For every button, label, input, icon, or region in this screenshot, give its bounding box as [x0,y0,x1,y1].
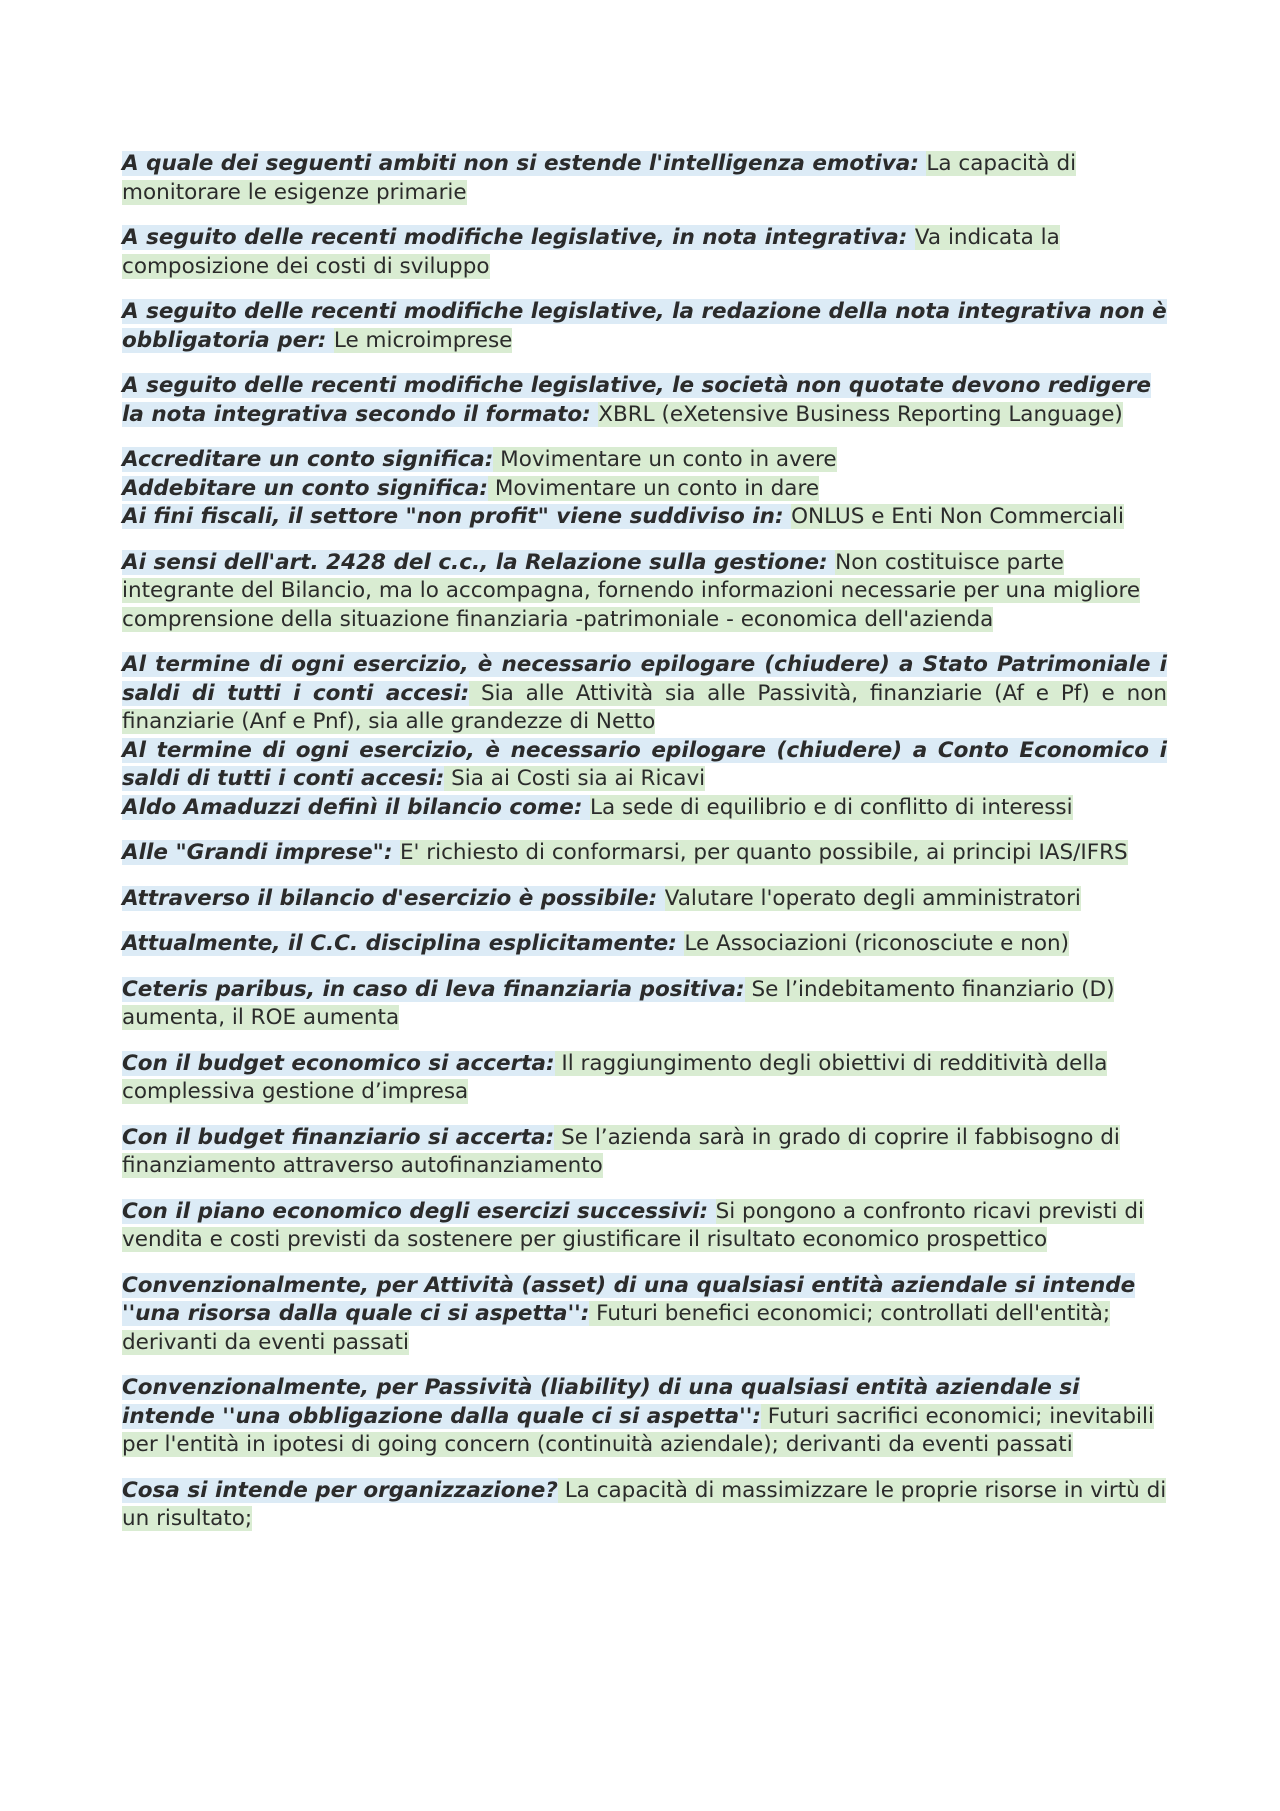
question-text: Addebitare un conto significa: [122,475,489,501]
answer-text: Se l’azienda sarà in grado di coprire il fabbisogno di finanziamento attraverso autofinanziamento [122,1124,1120,1178]
question-text: Attraverso il bilancio d'esercizio è possibile: [122,885,665,911]
qa-entry [122,1050,1167,1107]
answer-text: Le Associazioni (riconosciute e non) [684,931,1070,956]
document-page [122,150,1167,1551]
qa-entry [122,224,1167,281]
answer-text: La capacità di monitorare le esigenze primarie [122,151,1077,205]
question-text: Cosa si intende per organizzazione? [122,1477,558,1503]
question-text: Convenzionalmente, per Passività (liability) di una qualsiasi entità aziendale si intende ''una obbligazione dalla quale ci si aspetta'': [122,1375,1080,1429]
answer-text: Sia alle Attività sia alle Passività, finanziarie (Af e Pf) e non finanziarie (Anf e Pnf), sia alle grandezze di Netto [122,680,1168,734]
qa-entry [122,446,1167,475]
answer-text: Movimentare un conto in dare [488,475,820,501]
question-text: Al termine di ogni esercizio, è necessario epilogare (chiudere) a Conto Economico i saldi di tutti i conti accesi: [122,737,1167,791]
answer-text: Valutare l'operato degli amministratori [664,885,1081,911]
question-text: A seguito delle recenti modifiche legislative, le società non quotate devono redigere la nota integrativa secondo il formato: [122,373,1151,427]
answer-text: Non costituisce parte integrante del Bilancio, ma lo accompagna, fornendo informazioni necessarie per una migliore comprensione della situazione finanziaria -patrimoniale - economica dell'azienda [122,549,1141,632]
answer-text: XBRL (eXetensive Business Reporting Language) [598,401,1123,427]
qa-entry [122,651,1167,737]
answer-text: Movimentare un conto in avere [493,447,837,472]
qa-entry [122,1198,1167,1255]
qa-entry [122,150,1167,207]
answer-text: Futuri sacrifici economici; inevitabili per l'entità in ipotesi di going concern (continuità aziendale); derivanti da eventi passati [122,1403,1154,1457]
answer-text: E' richiesto di conformarsi, per quanto possibile, ai principi IAS/IFRS [399,840,1128,865]
answer-text: Si pongono a confronto ricavi previsti di vendita e costi previsti da sostenere per giustificare il risultato economico prospettico [122,1198,1144,1252]
question-text: Alle "Grandi imprese": [122,840,400,865]
question-text: Con il budget finanziario si accerta: [122,1124,555,1150]
qa-entry [122,1124,1167,1181]
qa-entry [122,475,1167,504]
answer-text: Se l’indebitamento finanziario (D) aumenta, il ROE aumenta [122,976,1115,1030]
question-text: Ceteris paribus, in caso di leva finanziaria positiva: [122,976,745,1002]
question-text: A seguito delle recenti modifiche legislative, la redazione della nota integrativa non è obbligatoria per: [122,299,1167,353]
qa-entry [122,1374,1167,1460]
question-text: Convenzionalmente, per Attività (asset) di una qualsiasi entità aziendale si intende ''una risorsa dalla quale ci si aspetta'': [122,1272,1136,1326]
qa-entry [122,503,1167,532]
answer-text: La capacità di massimizzare le proprie risorse in virtù di un risultato; [122,1477,1167,1531]
answer-text: Le microimprese [333,327,513,353]
question-text: Ai sensi dell'art. 2428 del c.c., la Relazione sulla gestione: [122,549,836,575]
question-text: Attualmente, il C.C. disciplina esplicitamente: [122,931,685,956]
answer-text: La sede di equilibrio e di conflitto di interessi [589,794,1073,820]
question-text: Accreditare un conto significa: [122,447,494,472]
answer-text: Il raggiungimento degli obiettivi di redditività della complessiva gestione d’impresa [122,1050,1108,1104]
qa-entry [122,1272,1167,1358]
qa-entry [122,930,1167,959]
qa-entry [122,976,1167,1033]
qa-entry [122,839,1167,868]
qa-entry [122,885,1167,914]
question-text: A seguito delle recenti modifiche legislative, in nota integrativa: [122,225,915,250]
qa-entry [122,298,1167,355]
qa-entry [122,794,1167,823]
answer-text: ONLUS e Enti Non Commerciali [791,504,1124,529]
question-text: Con il budget economico si accerta: [122,1050,555,1076]
question-text: Ai fini fiscali, il settore "non profit" viene suddiviso in: [122,504,792,529]
qa-entry [122,549,1167,635]
answer-text: Sia ai Costi sia ai Ricavi [444,766,706,791]
qa-entry [122,372,1167,429]
question-text: Al termine di ogni esercizio, è necessario epilogare (chiudere) a Stato Patrimoniale i saldi di tutti i conti accesi: [122,652,1167,706]
qa-entry [122,737,1167,794]
question-text: Aldo Amaduzzi definì il bilancio come: [122,794,590,820]
qa-entry [122,1477,1167,1534]
answer-text: Futuri benefici economici; controllati dell'entità; derivanti da eventi passati [122,1301,1111,1355]
answer-text: Va indicata la composizione dei costi di sviluppo [122,225,1060,279]
question-text: Con il piano economico degli esercizi successivi: [122,1198,716,1224]
question-text: A quale dei seguenti ambiti non si estende l'intelligenza emotiva: [122,151,927,176]
